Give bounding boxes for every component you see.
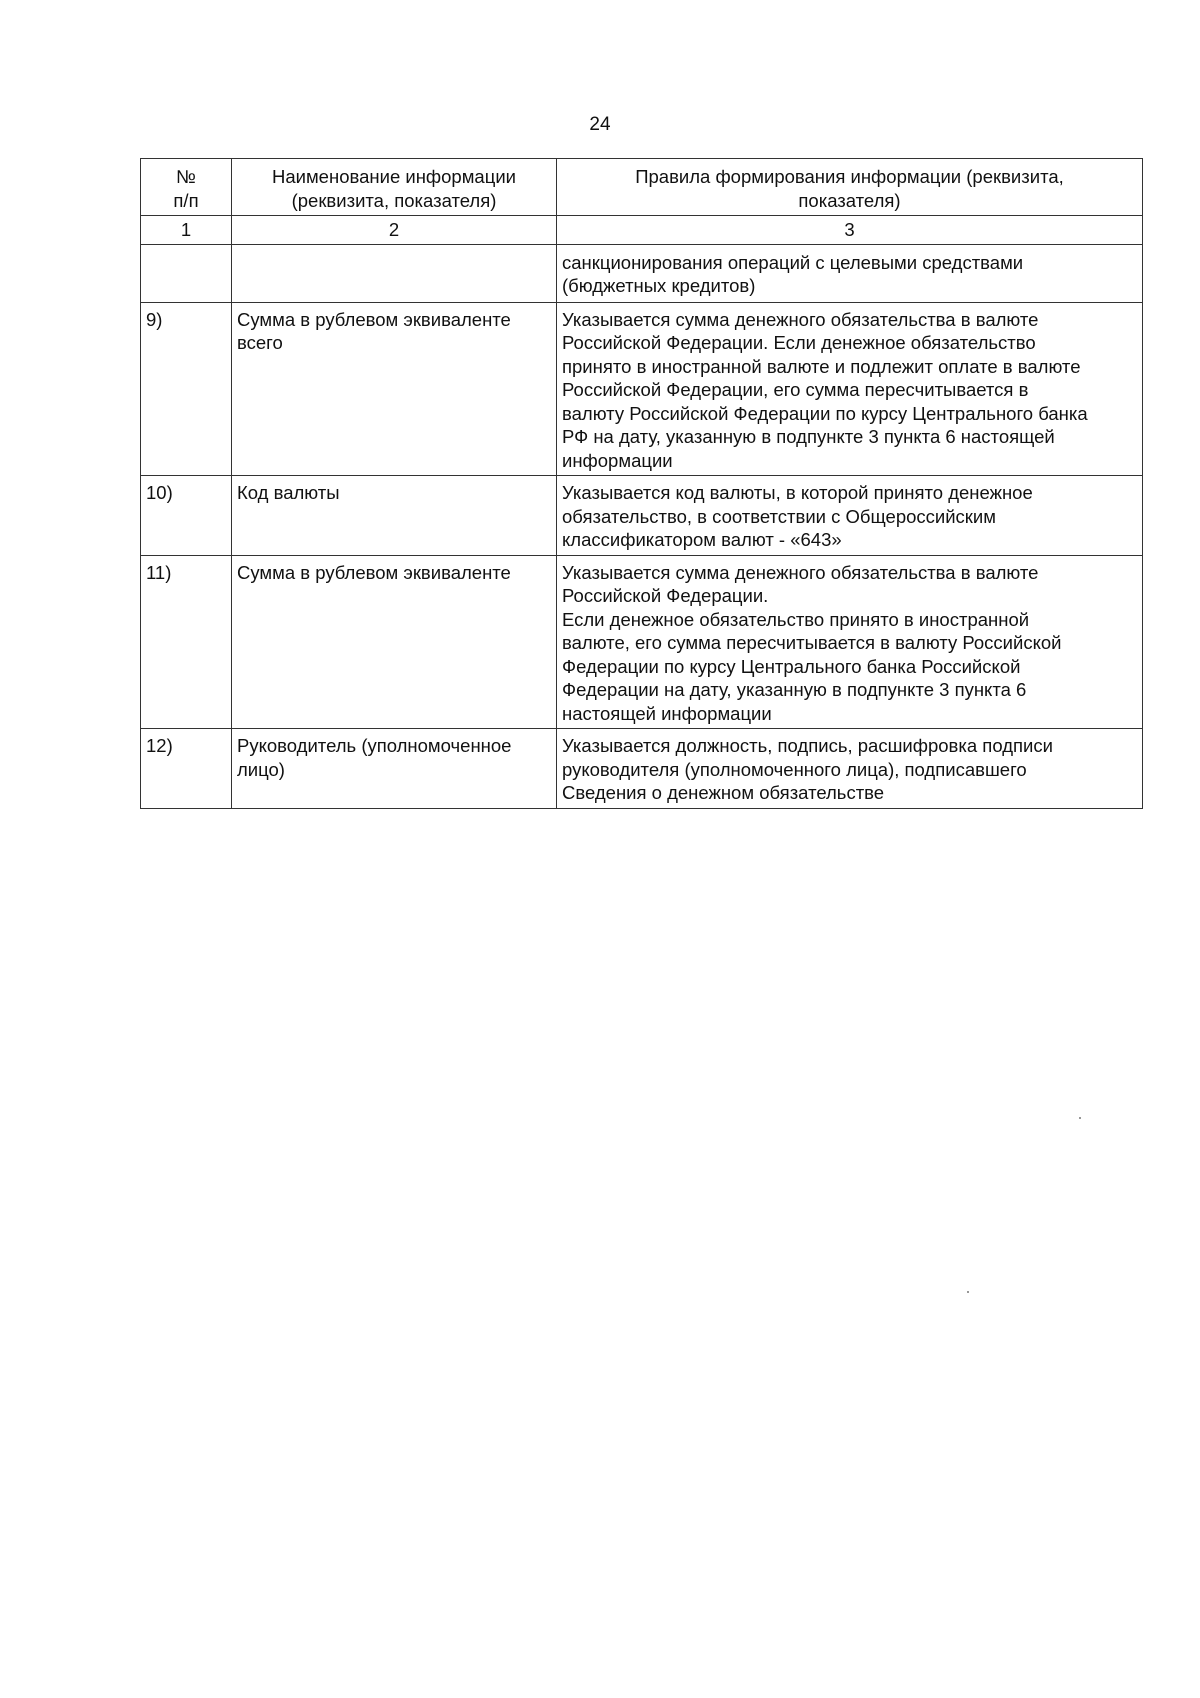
header-number: № п/п (141, 159, 232, 216)
row-number: 9) (141, 302, 232, 476)
header-rules: Правила формирования информации (реквизита, показателя) (557, 159, 1143, 216)
table-body (141, 216, 1143, 809)
row-name: Сумма в рублевом эквиваленте (232, 555, 557, 729)
scan-speck (1079, 1117, 1081, 1119)
row-number: 11) (141, 555, 232, 729)
row-rule: Указывается должность, подпись, расшифровка подписи руководителя (уполномоченного лица), подписавшего Сведения о денежном обязательстве (557, 729, 1143, 809)
row-number: 10) (141, 476, 232, 556)
column-number: 3 (557, 216, 1143, 245)
row-name (232, 244, 557, 302)
table-row (141, 555, 1143, 729)
column-number: 2 (232, 216, 557, 245)
column-numbers-row (141, 216, 1143, 245)
column-number: 1 (141, 216, 232, 245)
row-rule: Указывается сумма денежного обязательства в валюте Российской Федерации. Если денежное обязательство принято в иностранной валюте и подлежит оплате в валюте Российской Федерации, его сумма пересчитывается в валюту Российской Федерации по курсу Центрального банка РФ на дату, указанную в подпункте 3 пункта 6 настоящей информации (557, 302, 1143, 476)
header-name: Наименование информации (реквизита, показателя) (232, 159, 557, 216)
row-number: 12) (141, 729, 232, 809)
table-header (141, 159, 1143, 216)
row-number (141, 244, 232, 302)
header-row (141, 159, 1143, 216)
row-rule: Указывается код валюты, в которой принято денежное обязательство, в соответствии с Общероссийским классификатором валют - «643» (557, 476, 1143, 556)
row-rule: Указывается сумма денежного обязательства в валюте Российской Федерации. Если денежное обязательство принято в иностранной валюте, его сумма пересчитывается в валюту Российской Федерации по курсу Центрального банка Российской Федерации на дату, указанную в подпункте 3 пункта 6 настоящей информации (557, 555, 1143, 729)
row-name: Сумма в рублевом эквиваленте всего (232, 302, 557, 476)
table-row (141, 729, 1143, 809)
page-number: 24 (589, 114, 611, 135)
row-name: Руководитель (уполномоченное лицо) (232, 729, 557, 809)
table-row (141, 476, 1143, 556)
row-rule: санкционирования операций с целевыми средствами (бюджетных кредитов) (557, 244, 1143, 302)
information-table (140, 158, 1143, 809)
continuation-row (141, 244, 1143, 302)
table-row (141, 302, 1143, 476)
row-name: Код валюты (232, 476, 557, 556)
scan-speck (967, 1291, 969, 1293)
